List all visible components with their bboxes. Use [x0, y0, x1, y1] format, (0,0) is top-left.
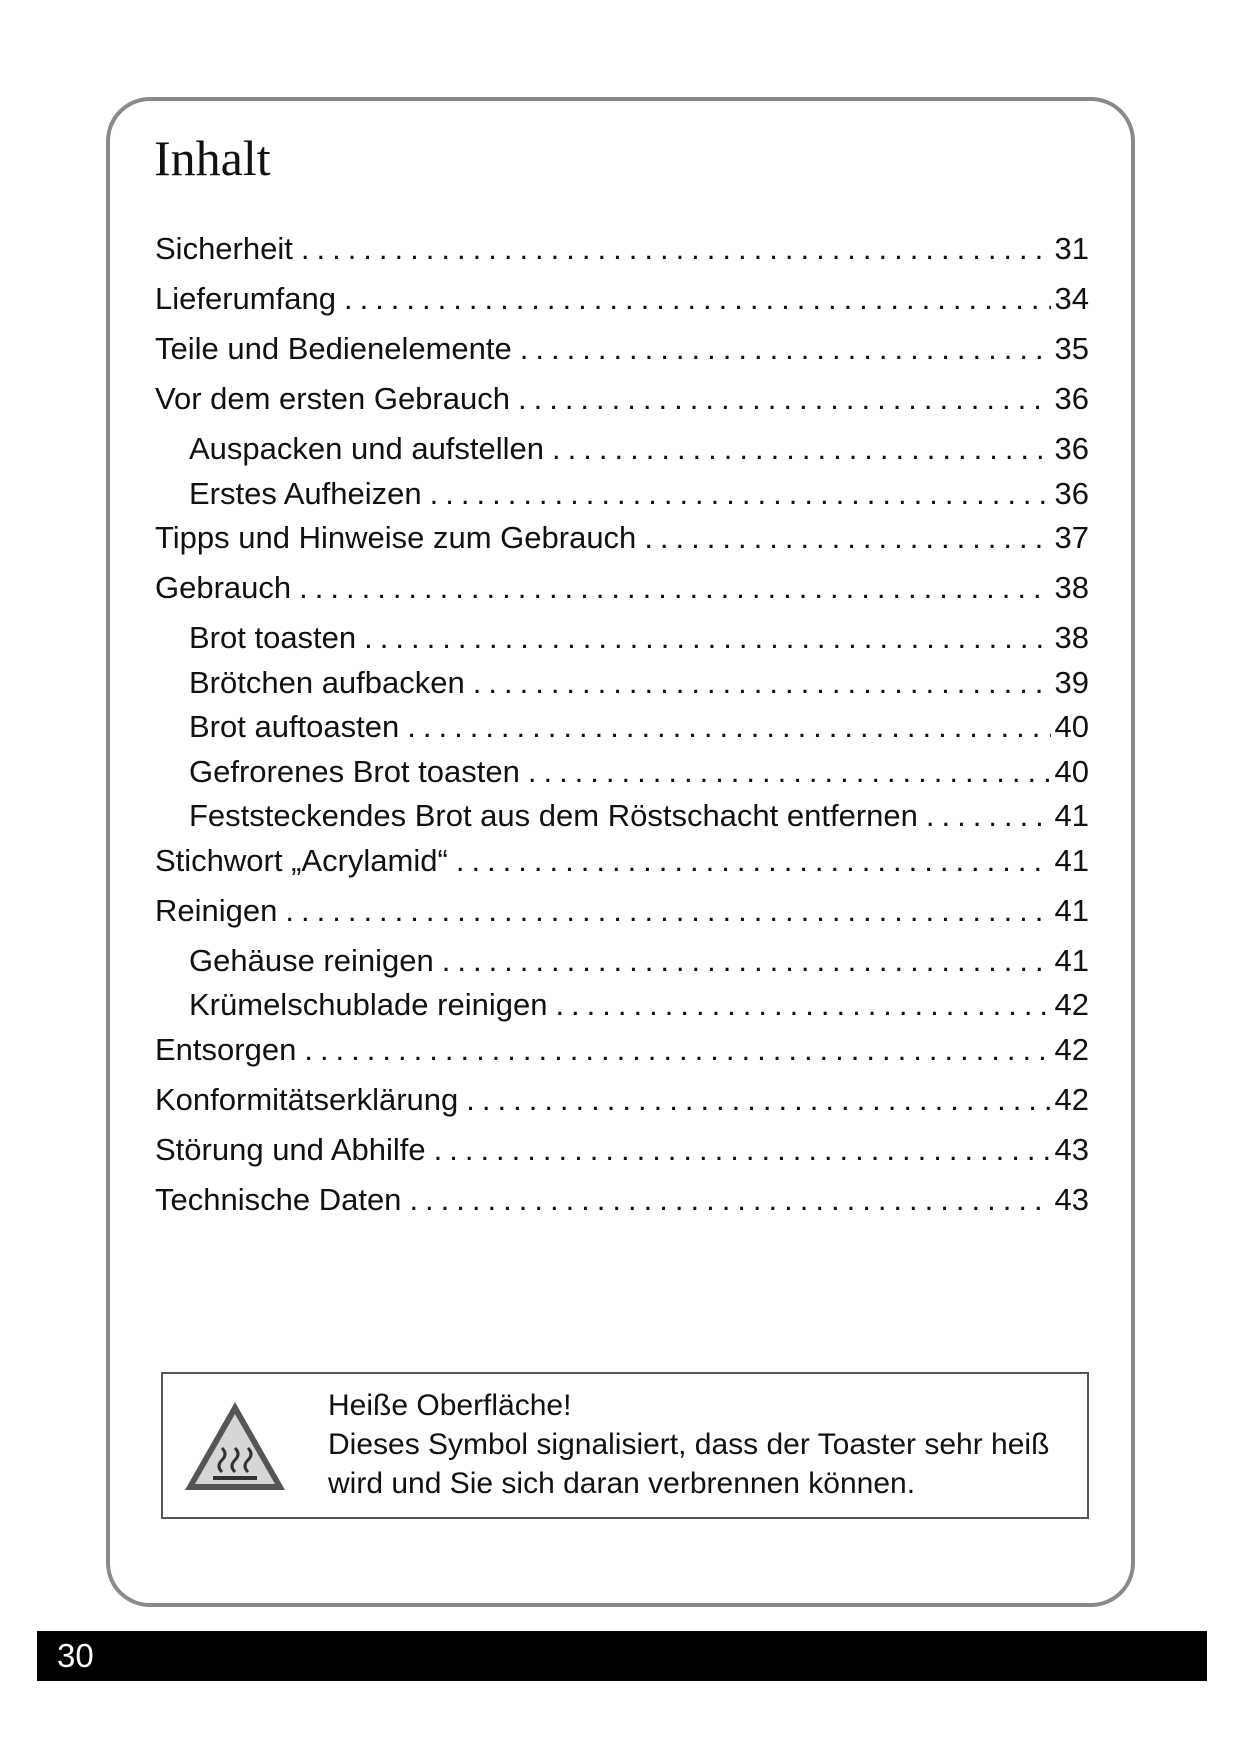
toc-leader-dots: [434, 1132, 1051, 1168]
toc-entry[interactable]: [155, 893, 1089, 943]
toc-entry-page: 34: [1054, 281, 1089, 316]
toc-leader-dots: [301, 231, 1051, 267]
page-number: 30: [57, 1637, 94, 1674]
toc-leader-dots: [344, 281, 1051, 317]
toc-entry-page: 36: [1054, 475, 1089, 511]
hot-surface-warning-icon: [179, 1396, 291, 1496]
toc-entry-label: Gebrauch: [155, 570, 292, 605]
toc-entry-page: 43: [1054, 1181, 1089, 1217]
toc-leader-dots: [520, 331, 1051, 367]
toc-entry[interactable]: [155, 709, 1089, 754]
toc-leader-dots: [552, 431, 1050, 467]
toc-entry-label: Sicherheit: [155, 231, 293, 266]
toc-entry[interactable]: [155, 943, 1089, 988]
toc-leader-dots: [442, 943, 1051, 979]
toc-entry[interactable]: [155, 1082, 1089, 1132]
toc-entry[interactable]: [155, 570, 1089, 620]
toc-entry-page: 41: [1054, 798, 1089, 833]
toc-entry[interactable]: [155, 520, 1089, 570]
toc-leader-dots: [285, 893, 1050, 929]
toc-entry-label: Krümelschublade reinigen: [189, 987, 548, 1022]
toc-entry-page: 42: [1054, 987, 1089, 1022]
toc-entry[interactable]: [155, 843, 1089, 893]
toc-leader-dots: [304, 1032, 1050, 1068]
toc-entry-page: 31: [1054, 231, 1089, 266]
toc-entry-page: 38: [1054, 570, 1089, 605]
toc-entry-page: 38: [1054, 620, 1089, 655]
toc-entry-page: 40: [1054, 753, 1089, 789]
toc-entry-page: 37: [1054, 520, 1089, 555]
toc-leader-dots: [430, 476, 1051, 512]
toc-leader-dots: [518, 381, 1051, 417]
toc-entry[interactable]: [155, 754, 1089, 799]
toc-entry-label: Gehäuse reinigen: [189, 942, 434, 978]
toc-entry-label: Brot auftoasten: [189, 709, 400, 744]
warning-box: [161, 1372, 1089, 1519]
toc-entry-label: Feststeckendes Brot aus dem Röstschacht entfernen: [189, 798, 918, 833]
page-title: Inhalt: [154, 130, 271, 186]
toc-entry[interactable]: [155, 381, 1089, 431]
toc-entry-page: 41: [1054, 942, 1089, 978]
toc-entry-label: Konformitätserklärung: [155, 1081, 459, 1117]
warning-text: [328, 1386, 1078, 1503]
toc-entry-page: 35: [1054, 331, 1089, 366]
toc-entry-page: 42: [1054, 1081, 1089, 1117]
toc-entry-page: 36: [1054, 381, 1089, 416]
toc-entry-label: Stichwort „Acrylamid“: [155, 842, 448, 878]
toc-entry-page: 41: [1054, 892, 1089, 928]
toc-entry[interactable]: [155, 431, 1089, 476]
toc-entry[interactable]: [155, 1032, 1089, 1082]
toc-entry-label: Lieferumfang: [155, 281, 336, 316]
toc-entry-label: Auspacken und aufstellen: [189, 431, 545, 466]
toc-leader-dots: [926, 798, 1051, 834]
toc-leader-dots: [644, 520, 1050, 556]
toc-entry[interactable]: [155, 665, 1089, 710]
toc-entry-label: Erstes Aufheizen: [189, 475, 422, 511]
footer-bar: [37, 1631, 1207, 1681]
toc-leader-dots: [409, 1182, 1050, 1218]
toc-entry-label: Technische Daten: [155, 1181, 402, 1217]
toc-entry[interactable]: [155, 987, 1089, 1032]
toc-entry-page: 42: [1054, 1031, 1089, 1067]
toc-entry[interactable]: [155, 231, 1089, 281]
warning-title: Heiße Oberfläche!: [328, 1389, 572, 1422]
toc-leader-dots: [466, 1082, 1050, 1118]
toc-entry[interactable]: [155, 476, 1089, 521]
toc-leader-dots: [528, 754, 1051, 790]
table-of-contents: [155, 231, 1089, 1232]
toc-entry[interactable]: [155, 1182, 1089, 1232]
toc-entry[interactable]: [155, 1132, 1089, 1182]
toc-entry-page: 36: [1054, 431, 1089, 466]
toc-leader-dots: [555, 987, 1050, 1023]
toc-entry-page: 41: [1054, 842, 1089, 878]
toc-entry-page: 43: [1054, 1131, 1089, 1167]
toc-leader-dots: [299, 570, 1050, 606]
toc-entry-page: 39: [1054, 664, 1089, 700]
toc-entry-label: Teile und Bedienelemente: [155, 331, 512, 366]
toc-entry[interactable]: [155, 281, 1089, 331]
toc-entry-label: Brötchen aufbacken: [189, 664, 465, 700]
toc-leader-dots: [456, 843, 1051, 879]
toc-entry-label: Vor dem ersten Gebrauch: [155, 381, 510, 416]
toc-leader-dots: [473, 665, 1051, 701]
toc-entry-label: Reinigen: [155, 892, 278, 928]
toc-leader-dots: [364, 620, 1050, 656]
toc-entry-label: Entsorgen: [155, 1031, 297, 1067]
toc-entry[interactable]: [155, 331, 1089, 381]
warning-description-line-1: Dieses Symbol signalisiert, dass der Toaster sehr heiß: [328, 1428, 1050, 1461]
toc-entry-label: Tipps und Hinweise zum Gebrauch: [155, 520, 637, 555]
toc-entry-label: Störung und Abhilfe: [155, 1131, 426, 1167]
toc-entry[interactable]: [155, 620, 1089, 665]
toc-entry-page: 40: [1054, 709, 1089, 744]
warning-description-line-2: wird und Sie sich daran verbrennen können.: [328, 1467, 916, 1500]
toc-entry-label: Brot toasten: [189, 620, 357, 655]
toc-entry[interactable]: [155, 798, 1089, 843]
toc-leader-dots: [407, 709, 1050, 745]
toc-entry-label: Gefrorenes Brot toasten: [189, 753, 520, 789]
